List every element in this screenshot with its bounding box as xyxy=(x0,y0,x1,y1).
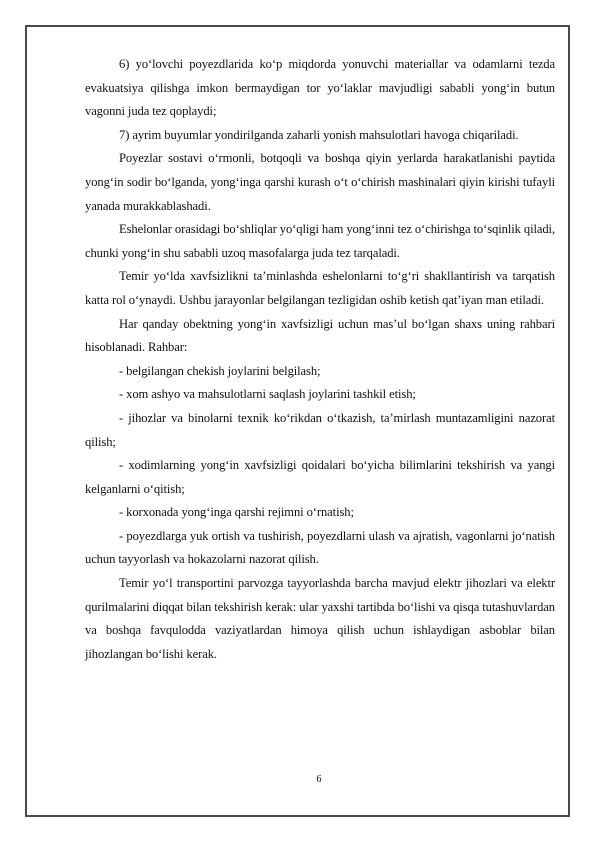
paragraph-electrical-equipment: Temir yo‘l transportini parvozga tayyorlashda barcha mavjud elektr jihozlari va elektr qurilmalarini diqqat bilan tekshirish kerak: ular yaxshi tartibda bo‘lishi va qisqa tutashuvlardan va boshqa favqulodda vaziyatlardan himoya qilish uchun ishlaydigan asboblar bilan jihozlangan bo‘lishi kerak. xyxy=(85,576,555,661)
list-item-inspection: - jihozlar va binolarni texnik ko‘rikdan o‘tkazish, ta’mirlash muntazamligini nazorat qilish; xyxy=(85,410,555,449)
document-body xyxy=(85,53,555,666)
paragraph-railway-safety: Temir yo‘lda xavfsizlikni ta’minlashda eshelonlarni to‘g‘ri shakllantirish va tarqatish katta rol o‘ynaydi. Ushbu jarayonlar belgilangan tezligidan oshib ketish qat’iyan man etiladi. xyxy=(85,269,555,307)
list-item-smoking-areas: - belgilangan chekish joylarini belgilash; xyxy=(119,363,321,378)
paragraph-item-6: 6) yo‘lovchi poyezdlarida ko‘p miqdorda yonuvchi materiallar va odamlarni tezda evakuatsiya qilishga imkon bermaydigan tor yo‘laklar mavjudligi sababli yong‘in butun vagonni juda tez qoplaydi; xyxy=(85,57,555,119)
paragraph-forest-terrain: Poyezlar sostavi o‘rmonli, botqoqli va boshqa qiyin yerlarda harakatlanishi paytida yong‘in sodir bo‘lganda, yong‘inga qarshi kurash o‘t o‘chirish mashinalari qiyin kirishi tufayli yanada murakkablashadi. xyxy=(85,151,555,213)
page-number: 6 xyxy=(316,774,322,785)
paragraph-item-7: 7) ayrim buyumlar yondirilganda zaharli yonish mahsulotlari havoga chiqariladi. xyxy=(119,127,519,142)
paragraph-echelon-gaps: Eshelonlar orasidagi bo‘shliqlar yo‘qligi ham yong‘inni tez o‘chirishga to‘sqinlik qiladi, chunki yong‘in shu sababli uzoq masofalarga juda tez tarqaladi. xyxy=(85,222,555,260)
list-item-fire-regime: - korxonada yong‘inga qarshi rejimni o‘rnatish; xyxy=(119,505,354,520)
list-item-training: - xodimlarning yong‘in xavfsizligi qoidalari bo‘yicha bilimlarini tekshirish va yangi kelganlarni o‘qitish; xyxy=(85,458,555,496)
paragraph-responsible-person: Har qanday obektning yong‘in xavfsizligi uchun mas’ul bo‘lgan shaxs uning rahbari hisoblanadi. Rahbar: xyxy=(85,316,555,355)
list-item-storage: - xom ashyo va mahsulotlarni saqlash joylarini tashkil etish; xyxy=(119,387,416,402)
list-item-loading-control: - poyezdlarga yuk ortish va tushirish, poyezdlarni ulash va ajratish, vagonlarni jo‘natish uchun tayyorlash va hokazolarni nazorat qilish. xyxy=(85,528,555,567)
